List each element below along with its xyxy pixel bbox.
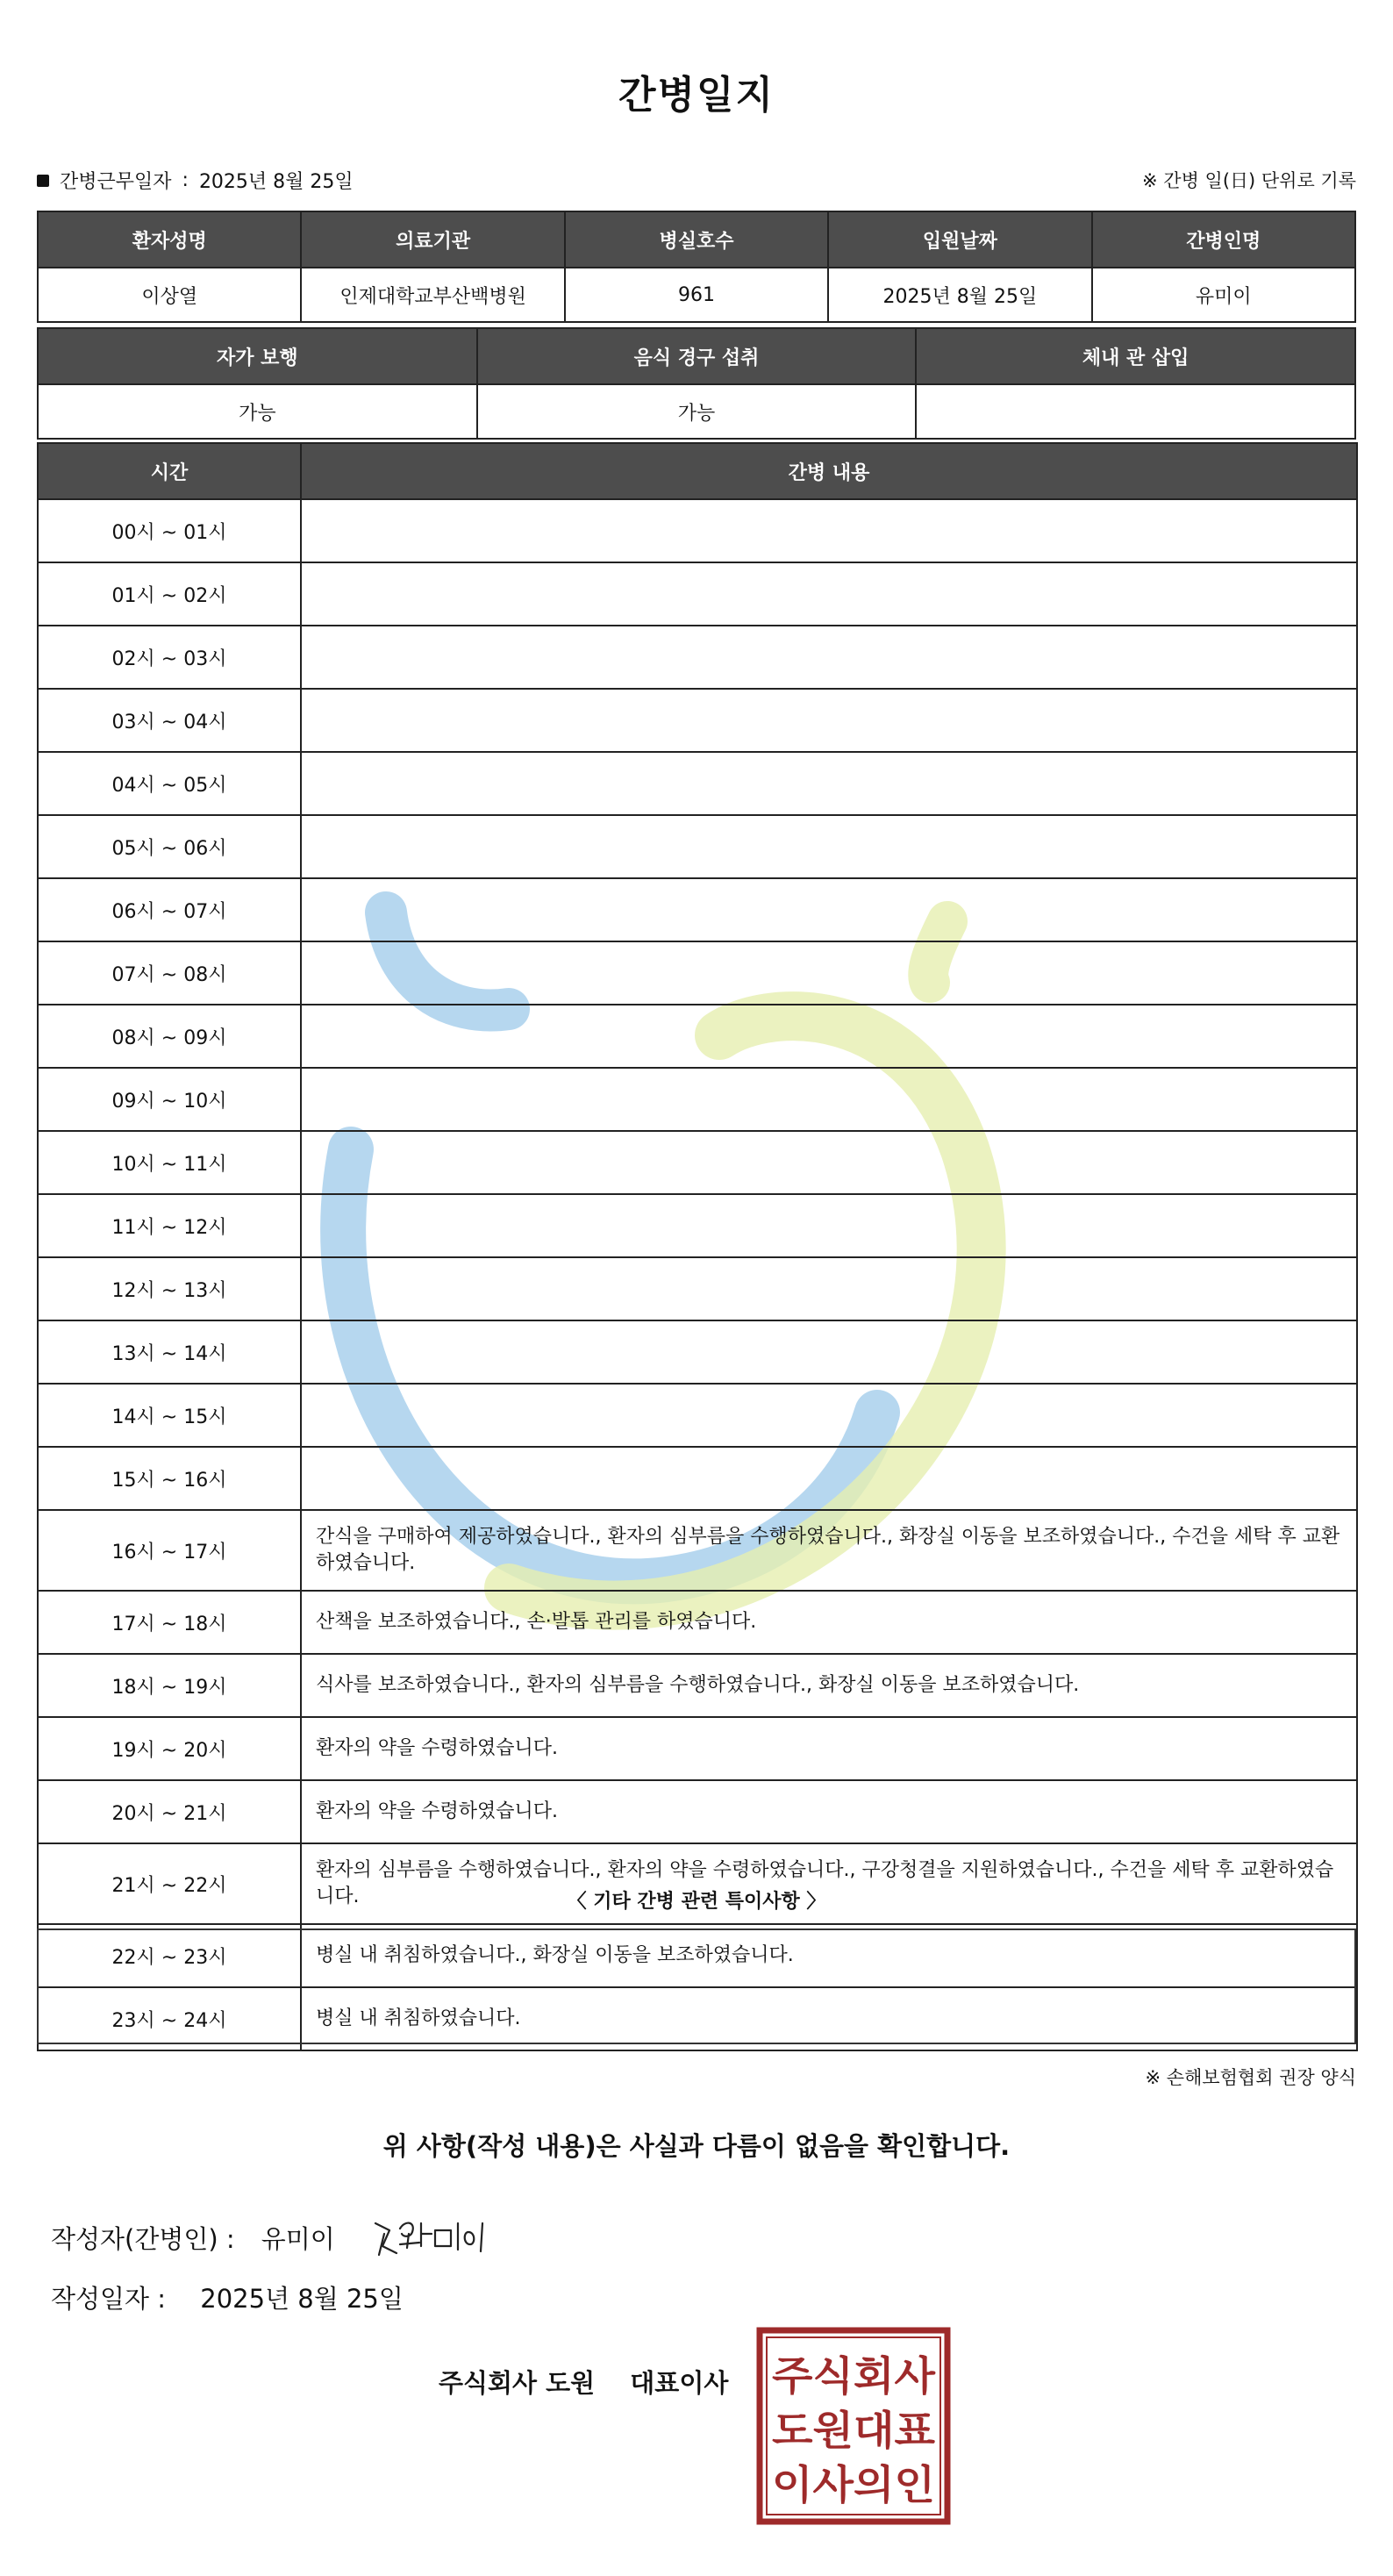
seal-text-line: 이사의인 bbox=[772, 2461, 935, 2508]
care-content: 식사를 보조하였습니다., 환자의 심부름을 수행하였습니다., 화장실 이동을 보조하였습니다. bbox=[301, 1654, 1357, 1717]
care-content: 환자의 약을 수령하였습니다. bbox=[301, 1780, 1357, 1843]
written-date-label: 작성일자 : bbox=[51, 2284, 167, 2314]
author-name: 유미이 bbox=[261, 2223, 335, 2254]
care-content: 간식을 구매하여 제공하였습니다., 환자의 심부름을 수행하였습니다., 화장실 이동을 보조하였습니다., 수건을 세탁 후 교환하였습니다. bbox=[301, 1510, 1357, 1591]
time-slot: 01시 ~ 02시 bbox=[38, 562, 301, 626]
care-content bbox=[301, 752, 1357, 815]
special-notes-label: 〈 기타 간병 관련 특이사항 〉 bbox=[567, 1891, 826, 1913]
table-row bbox=[38, 1005, 1357, 1068]
form-source-note: ※ 손해보험협회 권장 양식 bbox=[1145, 2067, 1356, 2088]
table-row bbox=[38, 1717, 1357, 1780]
care-content bbox=[301, 689, 1357, 752]
time-slot: 13시 ~ 14시 bbox=[38, 1320, 301, 1384]
time-slot: 02시 ~ 03시 bbox=[38, 626, 301, 689]
care-content bbox=[301, 941, 1357, 1005]
time-slot: 09시 ~ 10시 bbox=[38, 1068, 301, 1131]
care-content bbox=[301, 878, 1357, 941]
written-date-row bbox=[51, 2279, 404, 2315]
admission-date: 2025년 8월 25일 bbox=[828, 268, 1091, 322]
oral-intake: 가능 bbox=[477, 384, 917, 439]
company-seal-stamp bbox=[756, 2327, 951, 2525]
time-slot: 03시 ~ 04시 bbox=[38, 689, 301, 752]
schedule-body bbox=[38, 499, 1357, 2050]
table-row bbox=[38, 1320, 1357, 1384]
table-row bbox=[38, 1510, 1357, 1591]
work-date-value: 2025년 8월 25일 bbox=[198, 171, 354, 193]
record-unit-note: ※ 간병 일(日) 단위로 기록 bbox=[1142, 170, 1356, 191]
header-hospital: 의료기관 bbox=[301, 211, 564, 268]
table-row bbox=[38, 689, 1357, 752]
time-slot: 07시 ~ 08시 bbox=[38, 941, 301, 1005]
header-care-content: 간병 내용 bbox=[301, 443, 1357, 499]
self-walking: 가능 bbox=[38, 384, 477, 439]
time-slot: 10시 ~ 11시 bbox=[38, 1131, 301, 1194]
care-content bbox=[301, 1005, 1357, 1068]
care-content bbox=[301, 626, 1357, 689]
care-content bbox=[301, 1131, 1357, 1194]
time-slot: 04시 ~ 05시 bbox=[38, 752, 301, 815]
time-slot: 14시 ~ 15시 bbox=[38, 1384, 301, 1447]
care-content bbox=[301, 1068, 1357, 1131]
meta-row bbox=[37, 167, 1356, 198]
tube-insertion bbox=[916, 384, 1355, 439]
care-content: 병실 내 취침하였습니다., 화장실 이동을 보조하였습니다. bbox=[301, 1924, 1357, 1987]
table-row bbox=[38, 941, 1357, 1005]
table-row bbox=[38, 1194, 1357, 1257]
time-slot: 22시 ~ 23시 bbox=[38, 1924, 301, 1987]
table-row bbox=[38, 1591, 1357, 1654]
table-row bbox=[38, 499, 1357, 562]
table-row bbox=[38, 815, 1357, 878]
time-slot: 23시 ~ 24시 bbox=[38, 1987, 301, 2050]
care-content bbox=[301, 815, 1357, 878]
time-slot: 17시 ~ 18시 bbox=[38, 1591, 301, 1654]
table-row bbox=[38, 1780, 1357, 1843]
table-row bbox=[38, 626, 1357, 689]
care-content: 환자의 심부름을 수행하였습니다., 환자의 약을 수령하였습니다., 구강청결을 지원하였습니다., 수건을 세탁 후 교환하였습니다. bbox=[301, 1843, 1357, 1924]
care-schedule-table bbox=[37, 442, 1358, 2051]
written-date-value: 2025년 8월 25일 bbox=[200, 2284, 404, 2314]
time-slot: 20시 ~ 21시 bbox=[38, 1780, 301, 1843]
seal-text-line: 도원대표 bbox=[772, 2407, 936, 2454]
header-self-walking: 자가 보행 bbox=[38, 328, 477, 384]
header-tube-insertion: 체내 관 삽입 bbox=[916, 328, 1355, 384]
handwritten-signature bbox=[370, 2211, 502, 2264]
square-bullet-icon bbox=[37, 175, 49, 187]
care-content: 산책을 보조하였습니다., 손·발톱 관리를 하였습니다. bbox=[301, 1591, 1357, 1654]
table-row bbox=[38, 752, 1357, 815]
time-slot: 00시 ~ 01시 bbox=[38, 499, 301, 562]
care-content: 환자의 약을 수령하였습니다. bbox=[301, 1717, 1357, 1780]
time-slot: 11시 ~ 12시 bbox=[38, 1194, 301, 1257]
time-slot: 15시 ~ 16시 bbox=[38, 1447, 301, 1510]
caregiver-name: 유미이 bbox=[1092, 268, 1355, 322]
time-slot: 19시 ~ 20시 bbox=[38, 1717, 301, 1780]
time-slot: 05시 ~ 06시 bbox=[38, 815, 301, 878]
care-content bbox=[301, 1384, 1357, 1447]
care-content: 병실 내 취침하였습니다. bbox=[301, 1987, 1357, 2050]
patient-info-table bbox=[37, 211, 1356, 323]
table-row bbox=[38, 1447, 1357, 1510]
time-slot: 06시 ~ 07시 bbox=[38, 878, 301, 941]
care-content bbox=[301, 562, 1357, 626]
header-patient-name: 환자성명 bbox=[38, 211, 301, 268]
header-time: 시간 bbox=[38, 443, 301, 499]
company-representative: 대표이사 bbox=[630, 2368, 729, 2398]
header-caregiver-name: 간병인명 bbox=[1092, 211, 1355, 268]
time-slot: 18시 ~ 19시 bbox=[38, 1654, 301, 1717]
room-number: 961 bbox=[565, 268, 828, 322]
seal-text-line: 주식회사 bbox=[772, 2352, 936, 2400]
care-content bbox=[301, 1257, 1357, 1320]
work-date-label: 간병근무일자 bbox=[60, 171, 172, 193]
hospital: 인제대학교부산백병원 bbox=[301, 268, 564, 322]
table-row bbox=[38, 1068, 1357, 1131]
header-admission-date: 입원날짜 bbox=[828, 211, 1091, 268]
author-row bbox=[51, 2211, 502, 2264]
work-date bbox=[37, 167, 354, 194]
table-row bbox=[38, 562, 1357, 626]
care-content bbox=[301, 499, 1357, 562]
header-room-number: 병실호수 bbox=[565, 211, 828, 268]
time-slot: 16시 ~ 17시 bbox=[38, 1510, 301, 1591]
care-content bbox=[301, 1194, 1357, 1257]
table-row bbox=[38, 878, 1357, 941]
time-slot: 21시 ~ 22시 bbox=[38, 1843, 301, 1924]
work-date-separator: : bbox=[182, 169, 189, 191]
page-title: 간병일지 bbox=[618, 73, 775, 118]
time-slot: 08시 ~ 09시 bbox=[38, 1005, 301, 1068]
table-row bbox=[38, 1384, 1357, 1447]
time-slot: 12시 ~ 13시 bbox=[38, 1257, 301, 1320]
author-label: 작성자(간병인) : bbox=[51, 2223, 235, 2254]
special-notes-box bbox=[37, 1928, 1356, 2044]
table-row bbox=[38, 1131, 1357, 1194]
care-content bbox=[301, 1447, 1357, 1510]
header-oral-intake: 음식 경구 섭취 bbox=[477, 328, 917, 384]
care-content bbox=[301, 1320, 1357, 1384]
patient-status-table bbox=[37, 327, 1356, 440]
table-row bbox=[38, 1257, 1357, 1320]
table-row bbox=[38, 1654, 1357, 1717]
confirmation-statement: 위 사항(작성 내용)은 사실과 다름이 없음을 확인합니다. bbox=[382, 2131, 1011, 2161]
company-signature bbox=[439, 2364, 728, 2400]
company-name: 주식회사 도원 bbox=[439, 2368, 596, 2398]
patient-name: 이상열 bbox=[38, 268, 301, 322]
